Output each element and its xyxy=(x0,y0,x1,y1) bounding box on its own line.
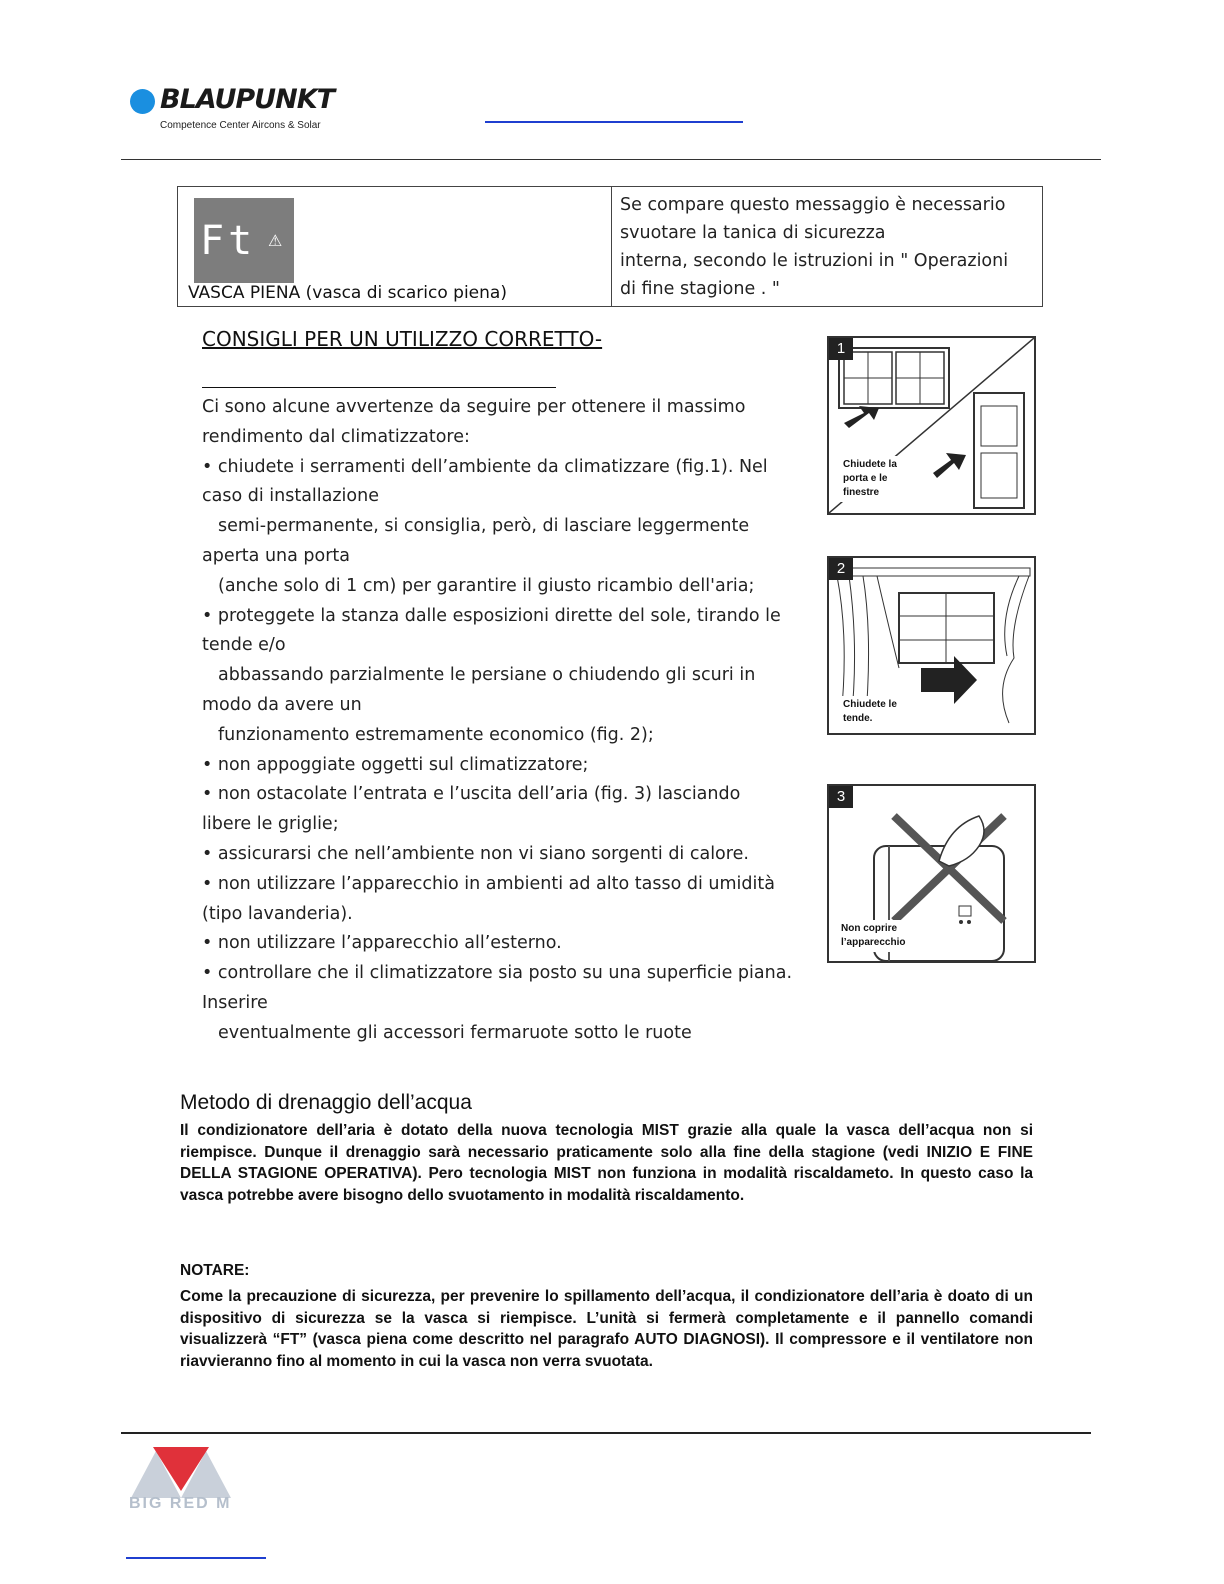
caption-line: Chiudete le xyxy=(843,699,897,710)
caption-line: porta e le xyxy=(843,473,888,484)
consigli-line: eventualmente gli accessori fermaruote sotto le ruote xyxy=(218,1022,692,1043)
consigli-line: funzionamento estremamente economico (fig. 2); xyxy=(218,724,654,745)
drenaggio-paragraph: Il condizionatore dell’aria è dotato della nuova tecnologia MIST grazie alla quale la vasca dell’acqua non si riempisce. Dunque il drenaggio sarà necessario praticamente solo alla fine della stagione (vedi INIZIO E FINE DELLA STAGIONE OPERATIVA). Pero tecnologia MIST non funziona in modalità riscaldameto. In questo caso la vasca potrebbe avere bisogno dello svuotamento in modalità riscaldamento. xyxy=(180,1122,1033,1204)
consigli-line: • non appoggiate oggetti sul climatizzatore; xyxy=(202,754,589,775)
figure-caption xyxy=(837,456,903,502)
error-code-table xyxy=(177,186,1043,307)
description-line: interna, secondo le istruzioni in " Operazioni xyxy=(620,251,1009,271)
description-line: svuotare la tanica di sicurezza xyxy=(620,223,886,243)
consigli-line: • proteggete la stanza dalle esposizioni dirette del sole, tirando le xyxy=(202,605,781,626)
error-label: VASCA PIENA (vasca di scarico piena) xyxy=(188,283,507,303)
footer-link-underline[interactable] xyxy=(126,1557,266,1559)
warning-icon: ⚠ xyxy=(268,231,283,250)
figure-caption xyxy=(837,696,903,728)
caption-line: l’apparecchio xyxy=(841,937,906,948)
consigli-line: abbassando parzialmente le persiane o chiudendo gli scuri in xyxy=(218,665,756,686)
consigli-line: • non ostacolate l’entrata e l’uscita dell’aria (fig. 3) lasciando xyxy=(202,784,741,805)
figure-2-close-curtains xyxy=(827,556,1036,735)
caption-line: Non coprire xyxy=(841,923,898,934)
blank-underline xyxy=(202,387,556,388)
drenaggio-heading: Metodo di drenaggio dell’acqua xyxy=(180,1091,472,1114)
figure-caption xyxy=(835,920,911,952)
consigli-heading: CONSIGLI PER UN UTILIZZO CORRETTO- xyxy=(202,327,603,351)
figure-3-do-not-cover xyxy=(827,784,1036,963)
consigli-line: semi-permanente, si consiglia, però, di lasciare leggermente xyxy=(218,516,750,537)
consigli-line: rendimento dal climatizzatore: xyxy=(202,426,470,447)
consigli-line: (tipo lavanderia). xyxy=(202,903,353,924)
figure-number: 1 xyxy=(829,338,853,360)
consigli-line: Inserire xyxy=(202,992,268,1013)
table-column-divider xyxy=(611,187,612,306)
consigli-text xyxy=(202,393,832,1049)
consigli-line: • non utilizzare l’apparecchio in ambienti ad alto tasso di umidità xyxy=(202,873,775,894)
error-description xyxy=(620,191,1034,303)
header-divider xyxy=(121,159,1101,160)
consigli-line: • controllare che il climatizzatore sia posto su una superficie piana. xyxy=(202,963,793,984)
header-link-underline[interactable] xyxy=(485,121,743,123)
consigli-line: • assicurarsi che nell’ambiente non vi siano sorgenti di calore. xyxy=(202,843,749,864)
big-red-m-logo xyxy=(131,1443,231,1498)
logo-tagline: Competence Center Aircons & Solar xyxy=(160,120,321,131)
blaupunkt-logo-text: BLAUPUNKT xyxy=(160,84,335,115)
consigli-line: modo da avere un xyxy=(202,694,362,715)
figure-number: 2 xyxy=(829,558,853,580)
notare-paragraph: Come la precauzione di sicurezza, per prevenire lo spillamento dell’acqua, il condizionatore dell’aria è doato di un dispositivo di sicurezza se la vasca si riempisce. L’unità si fermerà completamente e il pannello comandi visualizzerà “FT” (vasca piena come descritto nel paragrafo AUTO DIAGNOSI). Il compressore e il ventilatore non riavvieranno fino al momento in cui la vasca non verra svuotata. xyxy=(180,1288,1033,1370)
consigli-line: aperta una porta xyxy=(202,545,351,566)
consigli-line: • non utilizzare l’apparecchio all’esterno. xyxy=(202,933,562,954)
notare-heading: NOTARE: xyxy=(180,1262,250,1279)
consigli-line: libere le griglie; xyxy=(202,814,339,835)
figure-1-close-doors-windows xyxy=(827,336,1036,515)
big-red-m-name: BIG RED M xyxy=(129,1495,232,1512)
consigli-line: (anche solo di 1 cm) per garantire il giusto ricambio dell'aria; xyxy=(218,575,755,596)
consigli-line: • chiudete i serramenti dell’ambiente da climatizzare (fig.1). Nel xyxy=(202,456,768,477)
consigli-line: tende e/o xyxy=(202,635,286,656)
caption-line: finestre xyxy=(843,487,880,498)
consigli-line: caso di installazione xyxy=(202,486,379,507)
footer-divider xyxy=(121,1432,1091,1434)
description-line: di fine stagione . " xyxy=(620,279,780,299)
ft-display-icon xyxy=(194,198,294,283)
figure-number: 3 xyxy=(829,786,853,808)
blaupunkt-logo-dot xyxy=(130,89,155,114)
display-code: Ft xyxy=(200,218,257,264)
consigli-line: Ci sono alcune avvertenze da seguire per ottenere il massimo xyxy=(202,397,746,417)
caption-line: tende. xyxy=(843,713,873,724)
description-line: Se compare questo messaggio è necessario xyxy=(620,195,1006,215)
caption-line: Chiudete la xyxy=(843,459,897,470)
